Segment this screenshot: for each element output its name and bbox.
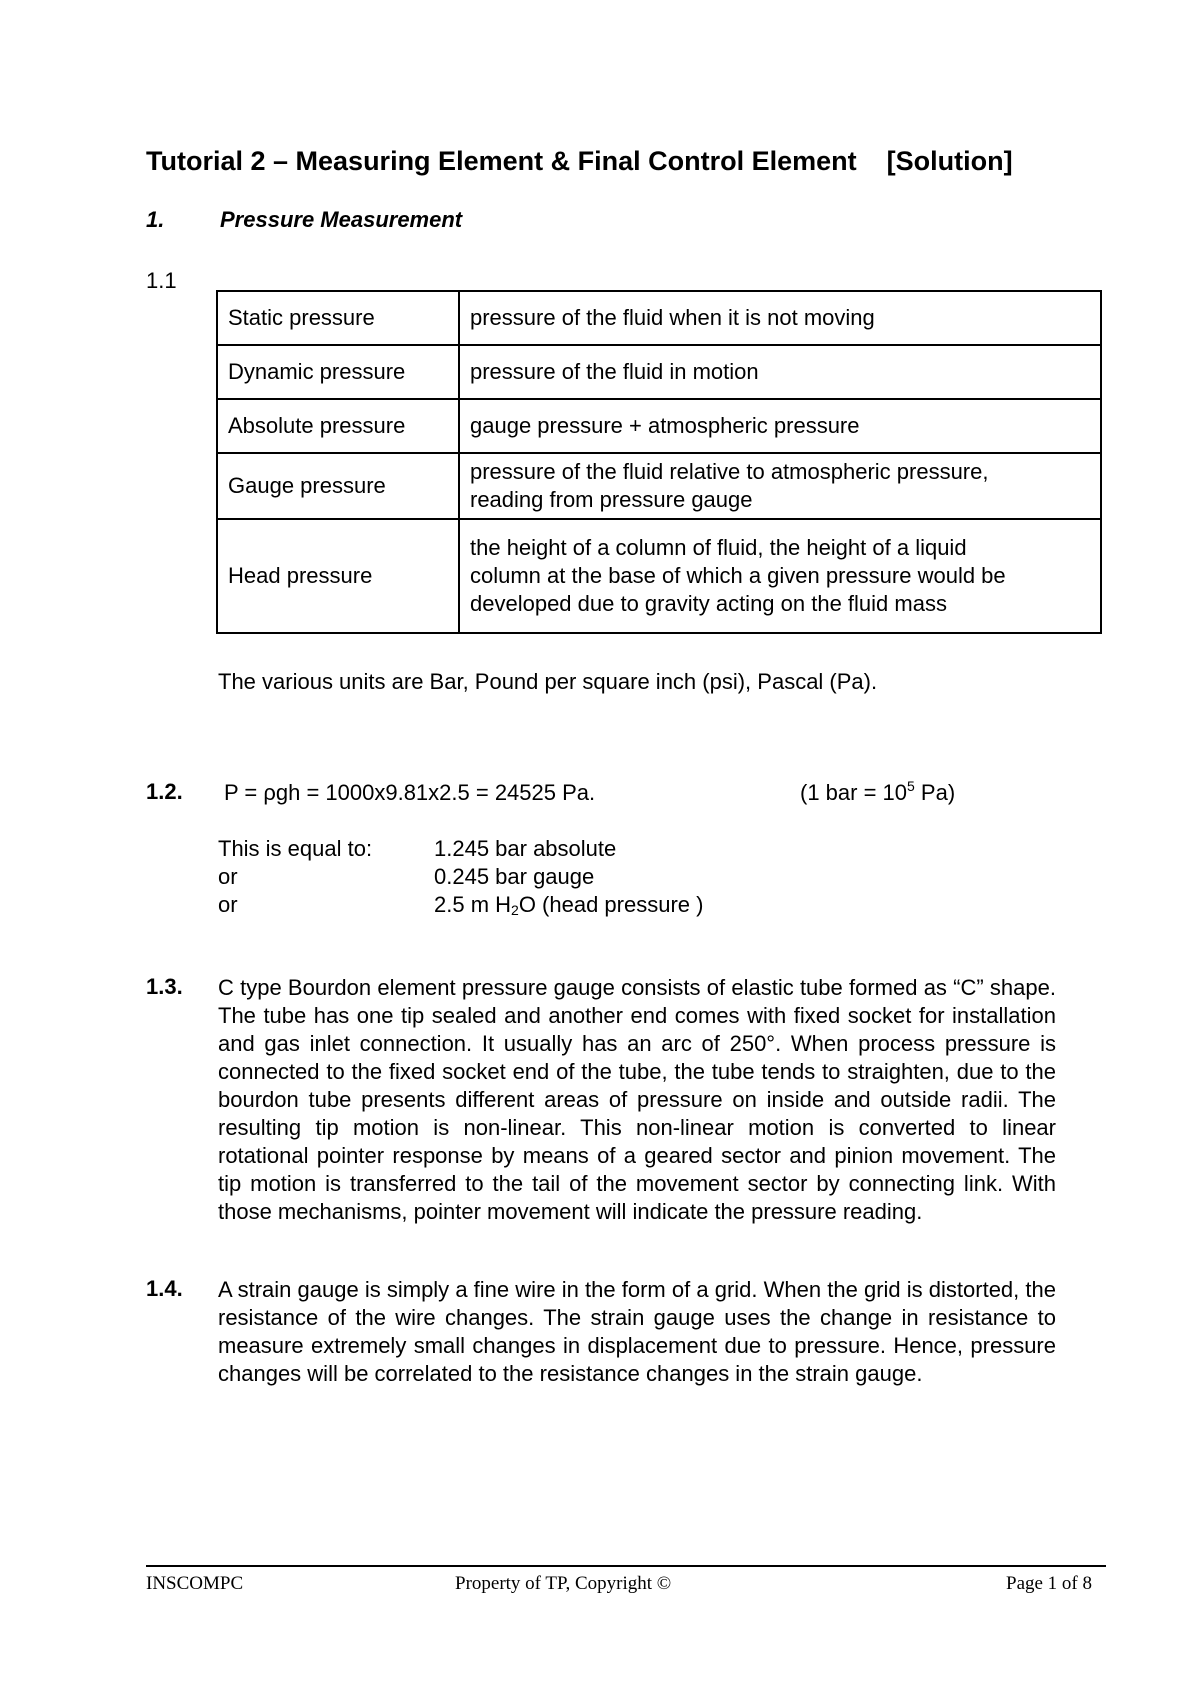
section-title: Pressure Measurement — [220, 207, 463, 232]
term-cell: Dynamic pressure — [217, 345, 459, 399]
footer-divider — [146, 1565, 1106, 1567]
table-row — [217, 453, 1101, 519]
equal-label: This is equal to: — [218, 836, 373, 861]
note-suffix: Pa) — [914, 780, 956, 805]
definition-line: the height of a column of fluid, the height of a liquid — [470, 535, 967, 560]
pressure-definitions-table — [216, 290, 1102, 634]
units-sentence: The various units are Bar, Pound per square inch (psi), Pascal (Pa). — [218, 669, 878, 694]
table-row — [217, 399, 1101, 453]
term-cell: Head pressure — [217, 519, 459, 633]
note-prefix: (1 bar = 10 — [800, 780, 908, 805]
definition-line: reading from pressure gauge — [470, 487, 753, 512]
question-number-1-3: 1.3. — [146, 974, 183, 999]
table-row — [217, 519, 1101, 633]
definition-line: pressure of the fluid relative to atmospheric pressure, — [470, 459, 989, 484]
strain-gauge-paragraph: A strain gauge is simply a fine wire in the form of a grid. When the grid is distorted, the resistance of the wire changes. The strain gauge uses the change in resistance to measure extremely small changes in displacement due to pressure. Hence, pressure changes will be correlated to the resistance changes in the strain gauge. — [218, 1277, 1056, 1386]
pressure-equation: P = ρgh = 1000x9.81x2.5 = 24525 Pa. — [224, 780, 596, 805]
definition-line: column at the base of which a given pressure would be — [470, 563, 1006, 588]
definition-cell: pressure of the fluid when it is not moving — [459, 291, 1101, 345]
definition-cell — [459, 453, 1101, 519]
or-label: or — [218, 892, 238, 917]
footer-course-code: INSCOMPC — [146, 1573, 244, 1594]
question-number-1-2: 1.2. — [146, 779, 183, 804]
definition-cell: gauge pressure + atmospheric pressure — [459, 399, 1101, 453]
value-head-pressure — [434, 891, 703, 919]
footer-copyright: Property of TP, Copyright © — [455, 1573, 672, 1594]
term-cell: Absolute pressure — [217, 399, 459, 453]
footer-page-number: Page 1 of 8 — [1006, 1573, 1093, 1594]
bar-conversion-note — [800, 779, 955, 807]
value3-suffix: O (head pressure ) — [518, 892, 704, 917]
definition-cell: pressure of the fluid in motion — [459, 345, 1101, 399]
note-exponent: 5 — [907, 778, 915, 794]
title-text: Tutorial 2 – Measuring Element & Final Control Element — [146, 146, 857, 176]
section-number: 1. — [146, 207, 165, 232]
table-row — [217, 345, 1101, 399]
value3-subscript: 2 — [511, 902, 519, 918]
question-number-1-4: 1.4. — [146, 1276, 183, 1301]
value-bar-absolute: 1.245 bar absolute — [434, 836, 617, 861]
value-bar-gauge: 0.245 bar gauge — [434, 864, 595, 889]
question-number-1-1: 1.1 — [146, 268, 177, 293]
term-cell: Gauge pressure — [217, 453, 459, 519]
document-title — [146, 146, 1013, 177]
table-row — [217, 291, 1101, 345]
title-tag: [Solution] — [886, 146, 1013, 176]
bourdon-gauge-paragraph: C type Bourdon element pressure gauge consists of elastic tube formed as “C” shape. The tube has one tip sealed and another end comes with fixed socket for installation and gas inlet connection. It usually has an arc of 250°. When process pressure is connected to the fixed socket end of the tube, the tube tends to straighten, due to the bourdon tube presents different areas of pressure on inside and outside radii. The resulting tip motion is non-linear. This non-linear motion is converted to linear rotational pointer response by means of a geared sector and pinion movement. The tip motion is transferred to the tail of the movement sector by connecting link. With those mechanisms, pointer movement will indicate the pressure reading. — [218, 975, 1056, 1224]
definition-line: developed due to gravity acting on the fluid mass — [470, 591, 947, 616]
value3-prefix: 2.5 m H — [434, 892, 512, 917]
or-label: or — [218, 864, 238, 889]
term-cell: Static pressure — [217, 291, 459, 345]
section-heading — [146, 207, 462, 233]
definition-cell — [459, 519, 1101, 633]
